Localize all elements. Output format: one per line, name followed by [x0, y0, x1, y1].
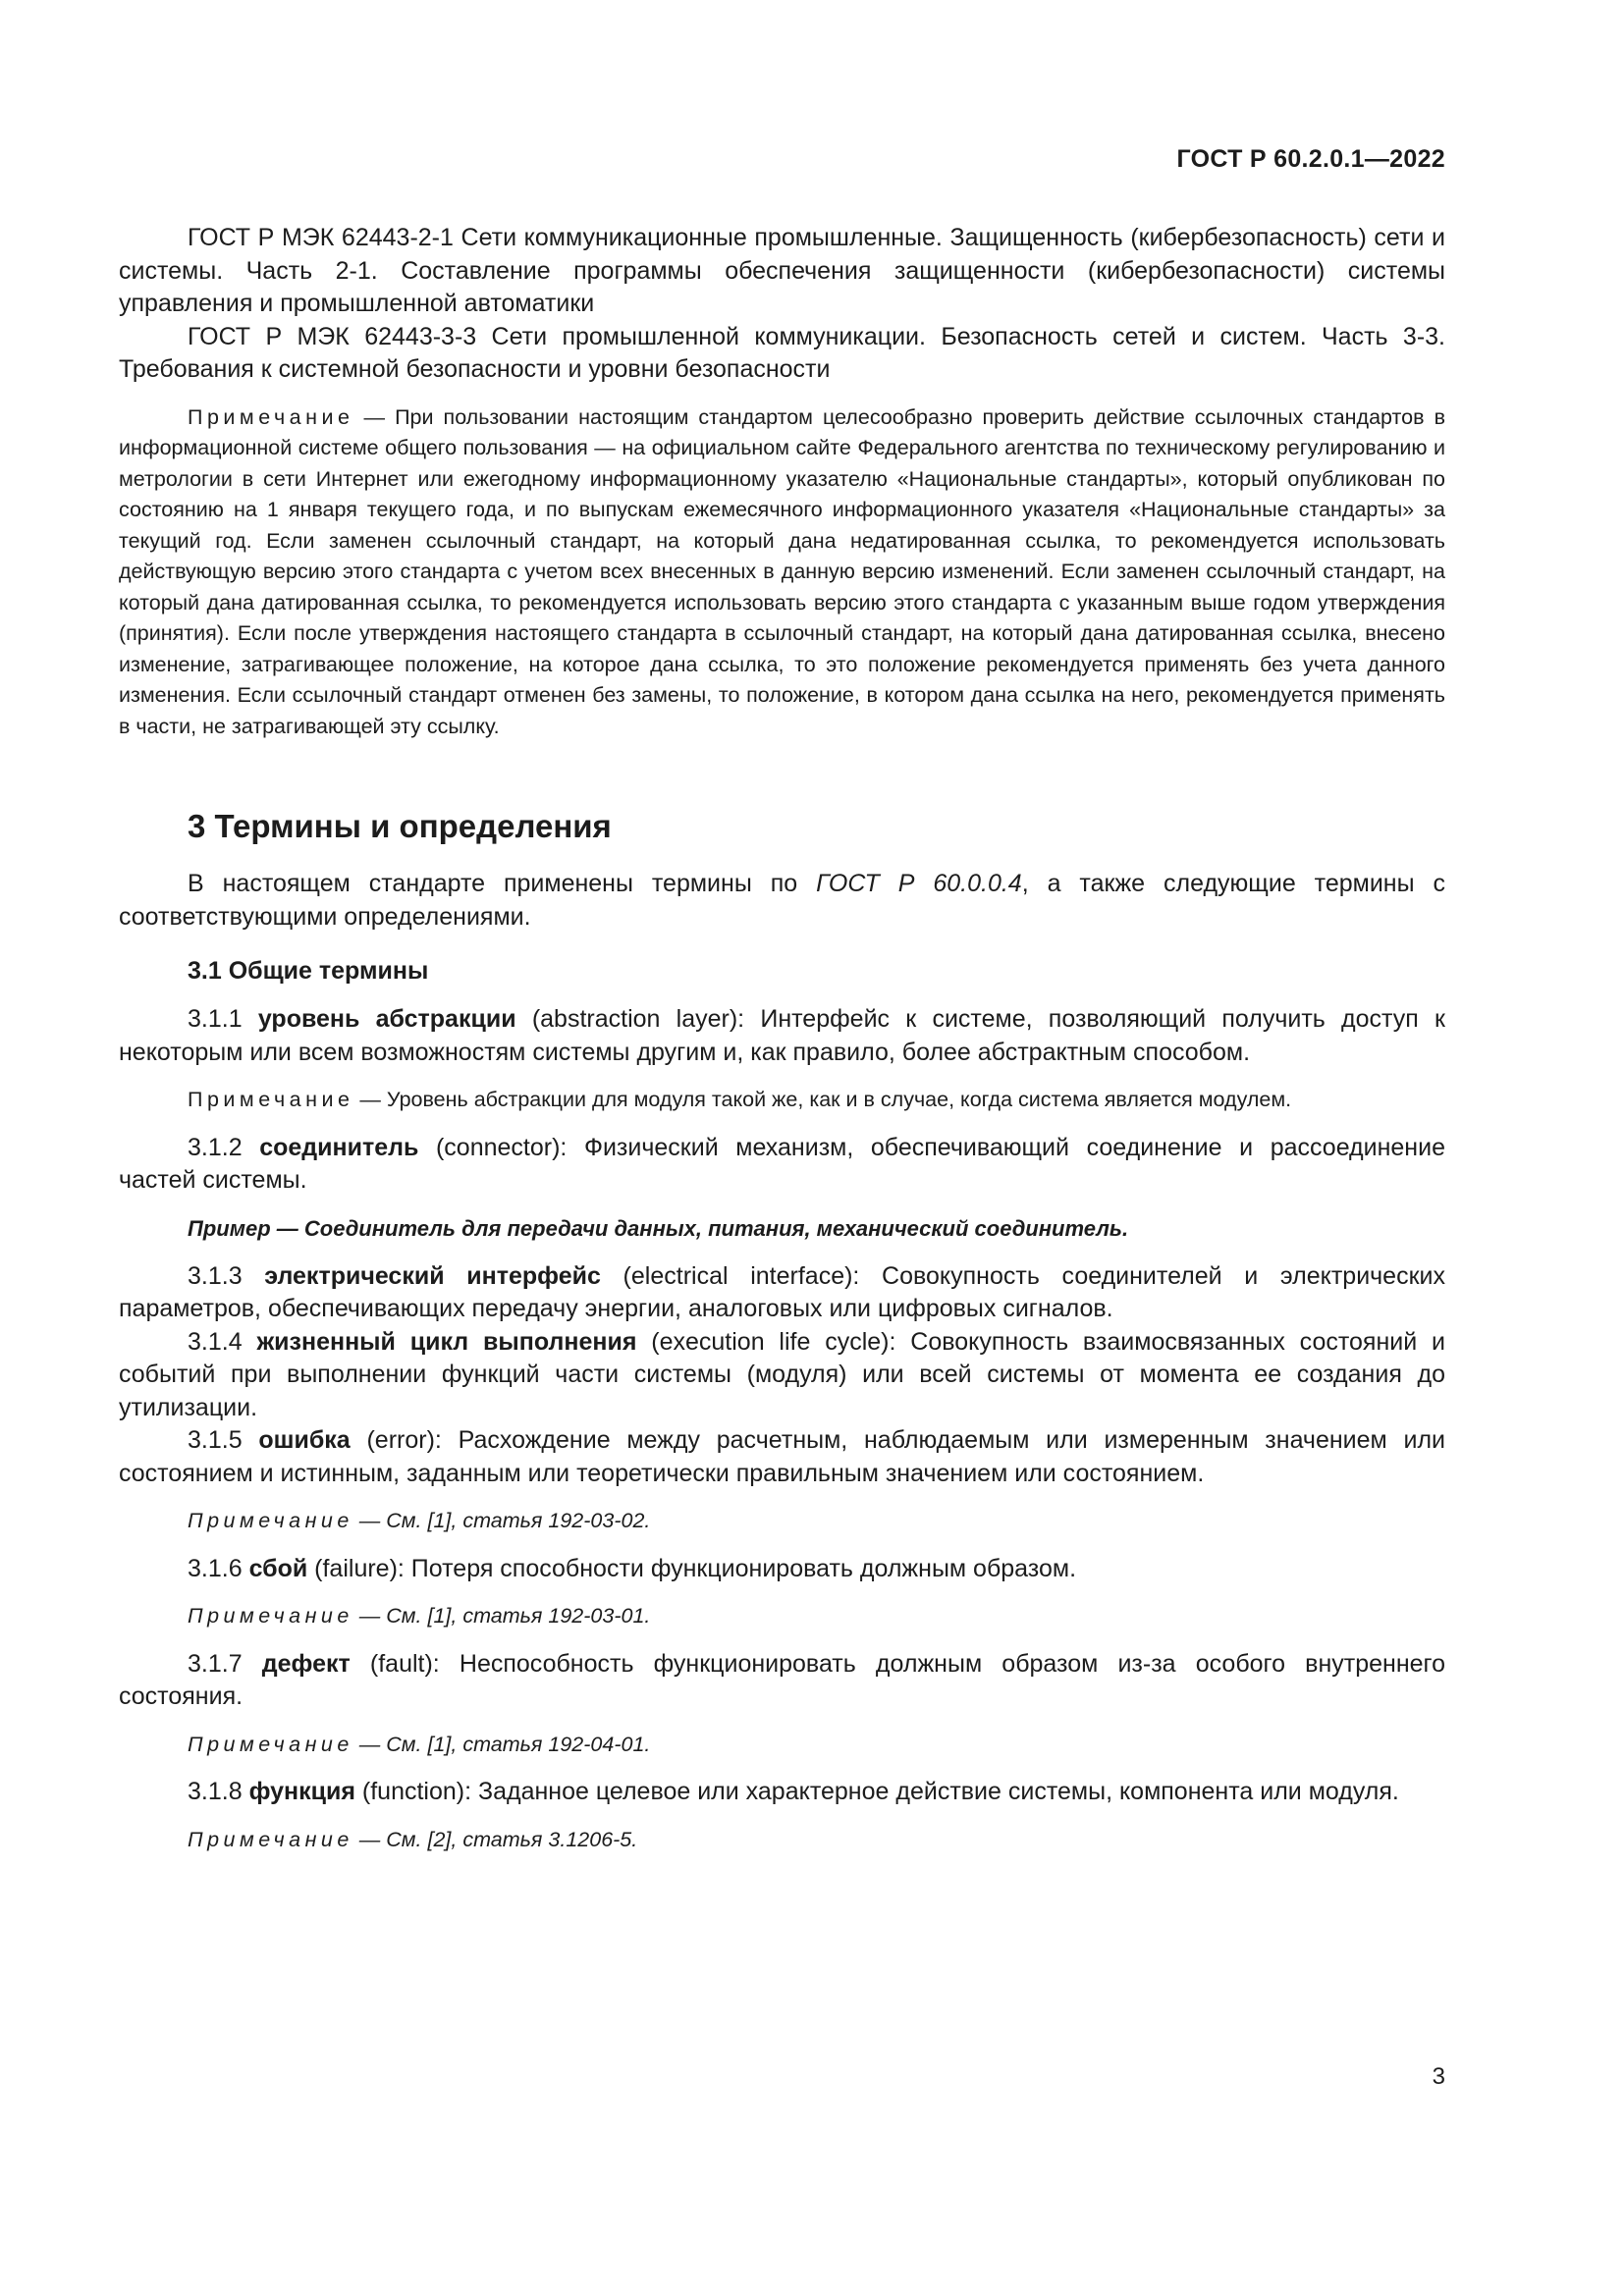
section-intro: В настоящем стандарте применены термины по ГОСТ Р 60.0.0.4, а также следующие термины с соответствующими определениями.: [119, 870, 1445, 931]
references-note: [119, 402, 1445, 743]
term-3-1-8: [119, 1776, 1445, 1809]
note-label: Примечание: [188, 404, 354, 429]
term-3-1-7: [119, 1648, 1445, 1714]
term-3-1-6: [119, 1553, 1445, 1586]
term-3-1-5-note: Примечание — См. [1], статья 192-03-02.: [188, 1509, 651, 1532]
term-definition: (abstraction layer): Интерфейс к системе, позволяющий получить доступ к некоторым или всем возможностям системы другим и, как правило, более абстрактным способом.: [119, 1005, 1445, 1066]
term-definition: (error): Расхождение между расчетным, наблюдаемым или измеренным значением или состоянием и истинным, заданным или теоретически правильным значением или состоянием.: [119, 1426, 1445, 1487]
term-name: соединитель: [259, 1133, 419, 1161]
term-number: 3.1.7: [188, 1649, 262, 1678]
normative-reference-2: ГОСТ Р МЭК 62443-3-3 Сети промышленной коммуникации. Безопасность сетей и систем. Часть 3-3. Требования к системной безопасности и уровни безопасности: [119, 322, 1445, 383]
intro-reference: ГОСТ Р 60.0.0.4: [816, 870, 1022, 897]
term-number: 3.1.3: [188, 1261, 265, 1290]
term-name: ошибка: [258, 1426, 351, 1454]
note-text: — При пользовании настоящим стандартом целесообразно проверить действие ссылочных стандартов в информационной системе общего пользования — на официальном сайте Федерального агентства по техническому регулированию и метрологии в сети Интернет или ежегодному информационному указателю «Национальные стандарты», который опубликован по состоянию на 1 января текущего года, и по выпускам ежемесячного информационного указателя «Национальные стандарты» за текущий год. Если заменен ссылочный стандарт, на который дана недатированная ссылка, то рекомендуется использовать действующую версию этого стандарта с учетом всех внесенных в данную версию изменений. Если заменен ссылочный стандарт, на который дана датированная ссылка, то рекомендуется использовать версию этого стандарта с указанным выше годом утверждения (принятия). Если после утверждения настоящего стандарта в ссылочный стандарт, на который дана датированная ссылка, внесено изменение, затрагивающее положение, на которое дана ссылка, то это положение рекомендуется применять без учета данного изменения. Если ссылочный стандарт отменен без замены, то положение, в котором дана ссылка на него, рекомендуется применять в части, не затрагивающей эту ссылку.: [119, 404, 1445, 738]
section-title: 3 Термины и определения: [188, 808, 612, 844]
term-definition: (failure): Потеря способности функционировать должным образом.: [307, 1554, 1077, 1582]
term-3-1-8-note: Примечание — См. [2], статья 3.1206-5.: [188, 1827, 638, 1851]
term-3-1-2-example: Пример — Соединитель для передачи данных, питания, механический соединитель.: [188, 1215, 1129, 1241]
term-3-1-3: [119, 1260, 1445, 1326]
document-code-header: ГОСТ Р 60.2.0.1—2022: [1176, 145, 1445, 173]
normative-reference-1: ГОСТ Р МЭК 62443-2-1 Сети коммуникационные промышленные. Защищенность (кибербезопасность) сети и системы. Часть 2-1. Составление программы обеспечения защищенности (кибербезопасности) системы управления и промышленной автоматики: [119, 224, 1445, 317]
term-definition: (execution life cycle): Совокупность взаимосвязанных состояний и событий при выполнении функций части системы (модуля) или всей системы от момента ее создания до утилизации.: [119, 1327, 1446, 1421]
term-name: жизненный цикл выполнения: [256, 1327, 637, 1356]
term-name: дефект: [261, 1649, 351, 1678]
term-definition: (electrical interface): Совокупность соединителей и электрических параметров, обеспечивающих передачу энергии, аналоговых или цифровых сигналов.: [119, 1261, 1445, 1322]
term-number: 3.1.2: [188, 1133, 260, 1161]
term-number: 3.1.6: [188, 1554, 249, 1582]
term-definition: (connector): Физический механизм, обеспечивающий соединение и рассоединение частей системы.: [119, 1133, 1445, 1194]
term-definition: (function): Заданное целевое или характерное действие системы, компонента или модуля.: [354, 1778, 1399, 1805]
term-3-1-2: [119, 1132, 1445, 1198]
term-3-1-1-note: Примечание — Уровень абстракции для модуля такой же, как и в случае, когда система является модулем.: [188, 1088, 1292, 1111]
term-name: уровень абстракции: [257, 1005, 516, 1033]
page-content: [119, 222, 1445, 1855]
term-name: сбой: [248, 1554, 308, 1582]
page-number: 3: [1432, 2063, 1445, 2090]
subsection-title: 3.1 Общие термины: [188, 957, 429, 985]
term-name: электрический интерфейс: [264, 1261, 601, 1290]
term-3-1-4: [119, 1326, 1445, 1425]
term-3-1-5: [119, 1424, 1445, 1490]
term-name: функция: [248, 1778, 355, 1805]
term-3-1-1: [119, 1003, 1445, 1069]
term-definition: (fault): Неспособность функционировать должным образом из-за особого внутреннего состояния.: [119, 1649, 1445, 1710]
term-number: 3.1.1: [188, 1005, 258, 1033]
term-3-1-6-note: Примечание — См. [1], статья 192-03-01.: [188, 1604, 651, 1628]
term-number: 3.1.8: [188, 1778, 249, 1805]
term-number: 3.1.4: [188, 1327, 257, 1356]
term-3-1-7-note: Примечание — См. [1], статья 192-04-01.: [188, 1732, 651, 1756]
term-number: 3.1.5: [188, 1426, 259, 1454]
